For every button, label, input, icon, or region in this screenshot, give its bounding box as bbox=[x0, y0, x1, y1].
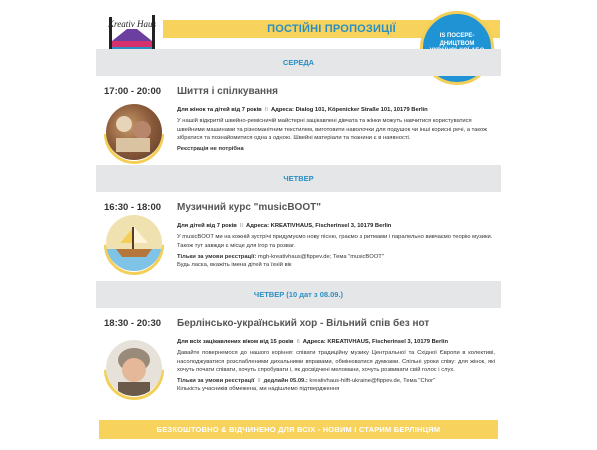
event-time: 18:30 - 20:30 bbox=[104, 318, 162, 329]
address: Адреса: Dialog 101, Köpenicker Straße 101, 10179 Berlin bbox=[270, 107, 428, 113]
address: Адреса: KREATIVHAUS, Fischerinsel 3, 10179 Berlin bbox=[246, 223, 392, 229]
registration-email[interactable]: kreativhaus-hilft-ukraine@fippev.de, Тема "Chor" bbox=[307, 378, 436, 385]
event-time: 17:00 - 20:00 bbox=[104, 86, 162, 97]
footer-bar bbox=[99, 420, 498, 439]
registration-extra: Кількість учасників обмежена, ми надішлемо підтвердження bbox=[177, 386, 340, 393]
language-badge-text: IS ПОСЕРЕ-ДНИЦТВОМ bbox=[439, 33, 475, 47]
separator: II bbox=[264, 107, 268, 113]
registration-email[interactable]: mgh-kreativhaus@fippev.de; Тема "musicBOOT" bbox=[256, 253, 384, 260]
music-boat-illustration bbox=[106, 215, 162, 271]
day-label: СЕРЕДА bbox=[282, 58, 315, 67]
choir-leader-photo bbox=[106, 340, 162, 396]
event-time: 16:30 - 18:00 bbox=[104, 202, 162, 213]
day-bar-thursday bbox=[96, 165, 501, 192]
registration-label: Тільки за умови реєстрації bbox=[177, 378, 255, 385]
event-meta bbox=[177, 338, 495, 346]
event-meta bbox=[177, 106, 495, 114]
event-details-sewing bbox=[177, 106, 495, 156]
day-label: ЧЕТВЕР (10 дат з 08.09.) bbox=[253, 290, 344, 299]
event-description: У нашій відкритій швейно-ремісничій майстерні зацікавлені дівчата та жінки можуть навчитися користуватися швейними машинами та різноманітним текстилем, виготовити наволочки для подушок чи інші корисні речі, а також зібратися та познайомитися одна з одною. Швейні матеріали та тканини є в наявності. bbox=[177, 118, 488, 141]
event-description: Давайте повернемося до нашого коріння: співати традиційну музику Центральної та Східної Європи в колективі, насолоджуватися розслабленими дихальними вправами, обмінюватися думками. Спільні уроки співу: для жінок, які хочуть почати співати, хочуть спробувати і, як досвідчені меломани, хочуть розвивати свій голос і слух. bbox=[177, 350, 495, 373]
registration-line bbox=[177, 253, 495, 261]
event-meta bbox=[177, 222, 495, 230]
registration-line bbox=[177, 377, 495, 385]
page-title: ПОСТІЙНІ ПРОПОЗИЦІЇ bbox=[267, 23, 396, 35]
audience: Для всіх зацікавлених віком від 15 років bbox=[177, 339, 294, 345]
footer-text: БЕЗКОШТОВНО & ВІДЧИНЕНО ДЛЯ ВСІХ - НОВИМ І СТАРИМ БЕРЛІНЦЯМ bbox=[156, 425, 441, 434]
audience: Для жінок та дітей від 7 років bbox=[177, 107, 262, 113]
address: Адреса: KREATIVHAUS, Fischerinsel 3, 10179 Berlin bbox=[302, 339, 449, 345]
separator: II bbox=[296, 339, 300, 345]
day-bar-thursday-choir bbox=[96, 281, 501, 308]
event-details-choir bbox=[177, 338, 495, 397]
event-details-music bbox=[177, 222, 495, 272]
registration-extra: Будь ласка, вкажіть імена дітей та їхній вік bbox=[177, 262, 292, 269]
logo-lettering: Kreativ Haus bbox=[108, 19, 156, 29]
event-title: Шиття і спілкування bbox=[177, 86, 278, 97]
day-bar-wednesday bbox=[96, 49, 501, 76]
event-description: У musicBOOT ми на кожній зустрічі придумуємо нову пісню, граємо з ритмами і паралельно вивчаємо теорію музики. Також тут завжди є місце для ігор та розваг. bbox=[177, 234, 493, 249]
day-label: ЧЕТВЕР bbox=[283, 174, 314, 183]
event-title: Музичний курс "musicBOOT" bbox=[177, 202, 321, 213]
registration-label: Тільки за умови реєстрації: bbox=[177, 253, 257, 260]
audience: Для дітей від 7 років bbox=[177, 223, 237, 229]
sewing-photo bbox=[106, 104, 162, 160]
event-title: Берлінсько-український хор - Вільний спів без нот bbox=[177, 318, 430, 329]
separator: II bbox=[239, 223, 244, 229]
deadline-label: дедлайн 05.09.: bbox=[263, 378, 308, 385]
separator: II bbox=[257, 378, 261, 385]
registration-note: Реєстрація не потрібна bbox=[177, 146, 244, 153]
